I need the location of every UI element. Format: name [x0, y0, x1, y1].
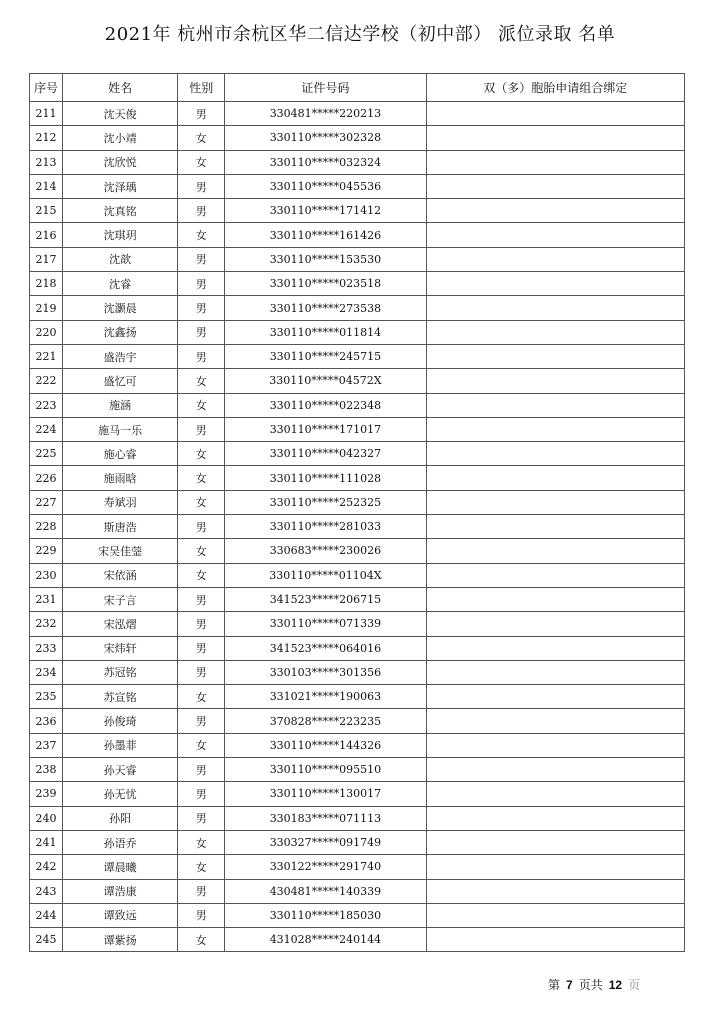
- cell-id-number: 330110*****022348: [225, 393, 426, 417]
- cell-id-number: 330110*****011814: [225, 320, 426, 344]
- cell-id-number: 330110*****302328: [225, 126, 426, 150]
- table-row: [30, 733, 685, 757]
- cell-id-number: 330110*****045536: [225, 174, 426, 198]
- cell-id-number: 330110*****144326: [225, 733, 426, 757]
- cell-twin-binding: [426, 806, 684, 830]
- cell-twin-binding: [426, 272, 684, 296]
- table-row: [30, 563, 685, 587]
- cell-name: 沈琪玥: [63, 223, 178, 247]
- cell-name: 宋泓熠: [63, 612, 178, 636]
- cell-name: 沈欣悦: [63, 150, 178, 174]
- table-row: [30, 515, 685, 539]
- cell-seq: 216: [30, 223, 63, 247]
- cell-id-number: 330110*****153530: [225, 247, 426, 271]
- cell-seq: 229: [30, 539, 63, 563]
- cell-id-number: 430481*****140339: [225, 879, 426, 903]
- cell-twin-binding: [426, 393, 684, 417]
- table-row: [30, 685, 685, 709]
- cell-seq: 219: [30, 296, 63, 320]
- cell-gender: 男: [178, 344, 225, 368]
- cell-name: 宋炜轩: [63, 636, 178, 660]
- cell-name: 斯唐浩: [63, 515, 178, 539]
- cell-gender: 女: [178, 490, 225, 514]
- cell-seq: 227: [30, 490, 63, 514]
- cell-seq: 226: [30, 466, 63, 490]
- table-body: [30, 102, 685, 952]
- cell-id-number: 330110*****245715: [225, 344, 426, 368]
- cell-id-number: 341523*****064016: [225, 636, 426, 660]
- cell-seq: 220: [30, 320, 63, 344]
- cell-name: 施心睿: [63, 442, 178, 466]
- cell-name: 孙天睿: [63, 758, 178, 782]
- table-row: [30, 612, 685, 636]
- cell-name: 宋吴佳蓥: [63, 539, 178, 563]
- cell-twin-binding: [426, 733, 684, 757]
- cell-gender: 女: [178, 539, 225, 563]
- cell-gender: 男: [178, 903, 225, 927]
- cell-twin-binding: [426, 855, 684, 879]
- cell-id-number: 330110*****04572X: [225, 369, 426, 393]
- table-row: [30, 247, 685, 271]
- cell-name: 宋子言: [63, 587, 178, 611]
- cell-gender: 男: [178, 272, 225, 296]
- cell-seq: 236: [30, 709, 63, 733]
- cell-id-number: 330110*****032324: [225, 150, 426, 174]
- cell-twin-binding: [426, 830, 684, 854]
- cell-seq: 223: [30, 393, 63, 417]
- cell-name: 谭致远: [63, 903, 178, 927]
- cell-gender: 女: [178, 223, 225, 247]
- cell-twin-binding: [426, 150, 684, 174]
- cell-seq: 217: [30, 247, 63, 271]
- cell-seq: 231: [30, 587, 63, 611]
- page-footer: [548, 976, 640, 993]
- cell-twin-binding: [426, 417, 684, 441]
- cell-twin-binding: [426, 587, 684, 611]
- table-row: [30, 393, 685, 417]
- cell-seq: 235: [30, 685, 63, 709]
- cell-name: 寿斌羽: [63, 490, 178, 514]
- cell-id-number: 330110*****171017: [225, 417, 426, 441]
- cell-gender: 男: [178, 879, 225, 903]
- cell-id-number: 331021*****190063: [225, 685, 426, 709]
- cell-gender: 男: [178, 636, 225, 660]
- cell-seq: 221: [30, 344, 63, 368]
- cell-gender: 女: [178, 830, 225, 854]
- current-page-number: 7: [566, 978, 573, 992]
- cell-name: 沈鑫扬: [63, 320, 178, 344]
- table-row: [30, 660, 685, 684]
- table-row: [30, 539, 685, 563]
- cell-seq: 224: [30, 417, 63, 441]
- header-twin-binding: 双（多）胞胎申请组合绑定: [426, 74, 684, 102]
- cell-seq: 233: [30, 636, 63, 660]
- cell-seq: 244: [30, 903, 63, 927]
- cell-name: 沈歆: [63, 247, 178, 271]
- cell-name: 孙墨菲: [63, 733, 178, 757]
- total-pages-number: 12: [608, 978, 623, 992]
- cell-gender: 男: [178, 806, 225, 830]
- cell-name: 苏冠铭: [63, 660, 178, 684]
- cell-twin-binding: [426, 442, 684, 466]
- cell-id-number: 330103*****301356: [225, 660, 426, 684]
- cell-twin-binding: [426, 344, 684, 368]
- cell-seq: 222: [30, 369, 63, 393]
- cell-seq: 240: [30, 806, 63, 830]
- cell-gender: 男: [178, 782, 225, 806]
- cell-seq: 218: [30, 272, 63, 296]
- cell-name: 苏宣铭: [63, 685, 178, 709]
- cell-id-number: 341523*****206715: [225, 587, 426, 611]
- cell-seq: 211: [30, 102, 63, 126]
- cell-id-number: 330110*****023518: [225, 272, 426, 296]
- cell-id-number: 330183*****071113: [225, 806, 426, 830]
- cell-twin-binding: [426, 102, 684, 126]
- cell-twin-binding: [426, 660, 684, 684]
- cell-seq: 241: [30, 830, 63, 854]
- cell-twin-binding: [426, 928, 684, 952]
- cell-gender: 女: [178, 442, 225, 466]
- table-row: [30, 223, 685, 247]
- cell-id-number: 330481*****220213: [225, 102, 426, 126]
- cell-twin-binding: [426, 126, 684, 150]
- table-row: [30, 490, 685, 514]
- cell-name: 沈睿: [63, 272, 178, 296]
- cell-gender: 女: [178, 563, 225, 587]
- cell-id-number: 330110*****130017: [225, 782, 426, 806]
- cell-twin-binding: [426, 758, 684, 782]
- cell-name: 孙阳: [63, 806, 178, 830]
- cell-id-number: 330122*****291740: [225, 855, 426, 879]
- table-row: [30, 806, 685, 830]
- cell-seq: 225: [30, 442, 63, 466]
- cell-twin-binding: [426, 539, 684, 563]
- table-row: [30, 344, 685, 368]
- cell-gender: 女: [178, 393, 225, 417]
- cell-gender: 男: [178, 320, 225, 344]
- cell-twin-binding: [426, 296, 684, 320]
- cell-id-number: 330110*****042327: [225, 442, 426, 466]
- cell-name: 沈泽瑀: [63, 174, 178, 198]
- cell-seq: 238: [30, 758, 63, 782]
- table-row: [30, 903, 685, 927]
- cell-seq: 228: [30, 515, 63, 539]
- cell-gender: 男: [178, 515, 225, 539]
- cell-gender: 男: [178, 709, 225, 733]
- table-row: [30, 782, 685, 806]
- cell-id-number: 431028*****240144: [225, 928, 426, 952]
- cell-name: 谭晨曦: [63, 855, 178, 879]
- cell-seq: 239: [30, 782, 63, 806]
- cell-name: 谭紫扬: [63, 928, 178, 952]
- table-row: [30, 879, 685, 903]
- cell-twin-binding: [426, 174, 684, 198]
- header-name: 姓名: [63, 74, 178, 102]
- table-row: [30, 636, 685, 660]
- cell-twin-binding: [426, 709, 684, 733]
- cell-id-number: 330110*****252325: [225, 490, 426, 514]
- table-row: [30, 320, 685, 344]
- cell-twin-binding: [426, 563, 684, 587]
- admission-table: [29, 73, 685, 952]
- cell-twin-binding: [426, 466, 684, 490]
- cell-seq: 214: [30, 174, 63, 198]
- cell-twin-binding: [426, 515, 684, 539]
- cell-twin-binding: [426, 369, 684, 393]
- cell-gender: 女: [178, 466, 225, 490]
- cell-seq: 230: [30, 563, 63, 587]
- cell-id-number: 330110*****111028: [225, 466, 426, 490]
- cell-name: 沈天俊: [63, 102, 178, 126]
- cell-gender: 男: [178, 174, 225, 198]
- cell-name: 沈小靖: [63, 126, 178, 150]
- table-row: [30, 296, 685, 320]
- header-seq: 序号: [30, 74, 63, 102]
- cell-gender: 女: [178, 685, 225, 709]
- cell-name: 施雨晗: [63, 466, 178, 490]
- table-row: [30, 442, 685, 466]
- cell-twin-binding: [426, 903, 684, 927]
- cell-gender: 男: [178, 102, 225, 126]
- table-row: [30, 102, 685, 126]
- cell-gender: 女: [178, 126, 225, 150]
- cell-name: 盛忆可: [63, 369, 178, 393]
- cell-gender: 女: [178, 733, 225, 757]
- table-row: [30, 587, 685, 611]
- page-title: 2021年 杭州市余杭区华二信达学校（初中部） 派位录取 名单: [104, 24, 616, 45]
- table-row: [30, 830, 685, 854]
- cell-name: 孙俊琦: [63, 709, 178, 733]
- cell-id-number: 330110*****273538: [225, 296, 426, 320]
- cell-name: 盛浩宇: [63, 344, 178, 368]
- cell-gender: 男: [178, 247, 225, 271]
- cell-gender: 男: [178, 612, 225, 636]
- table-row: [30, 272, 685, 296]
- table-row: [30, 928, 685, 952]
- cell-twin-binding: [426, 636, 684, 660]
- cell-name: 孙语乔: [63, 830, 178, 854]
- cell-id-number: 330683*****230026: [225, 539, 426, 563]
- cell-id-number: 330110*****071339: [225, 612, 426, 636]
- cell-twin-binding: [426, 490, 684, 514]
- cell-id-number: 330110*****171412: [225, 199, 426, 223]
- table-row: [30, 126, 685, 150]
- cell-name: 沈灏晨: [63, 296, 178, 320]
- table-row: [30, 369, 685, 393]
- table-row: [30, 466, 685, 490]
- cell-gender: 女: [178, 928, 225, 952]
- cell-id-number: 330110*****281033: [225, 515, 426, 539]
- header-id-number: 证件号码: [225, 74, 426, 102]
- cell-gender: 女: [178, 369, 225, 393]
- table-row: [30, 417, 685, 441]
- cell-gender: 男: [178, 417, 225, 441]
- cell-id-number: 330110*****185030: [225, 903, 426, 927]
- cell-id-number: 330110*****01104X: [225, 563, 426, 587]
- cell-gender: 男: [178, 199, 225, 223]
- table-header-row: [30, 74, 685, 102]
- table-row: [30, 199, 685, 223]
- cell-twin-binding: [426, 223, 684, 247]
- cell-twin-binding: [426, 685, 684, 709]
- cell-gender: 男: [178, 587, 225, 611]
- cell-seq: 242: [30, 855, 63, 879]
- table-row: [30, 855, 685, 879]
- cell-twin-binding: [426, 879, 684, 903]
- footer-prefix: 第: [548, 978, 561, 992]
- header-gender: 性别: [178, 74, 225, 102]
- cell-seq: 243: [30, 879, 63, 903]
- cell-twin-binding: [426, 782, 684, 806]
- cell-twin-binding: [426, 247, 684, 271]
- cell-seq: 213: [30, 150, 63, 174]
- cell-gender: 女: [178, 150, 225, 174]
- cell-seq: 232: [30, 612, 63, 636]
- table-row: [30, 758, 685, 782]
- cell-gender: 女: [178, 855, 225, 879]
- cell-name: 谭浩康: [63, 879, 178, 903]
- cell-twin-binding: [426, 199, 684, 223]
- cell-gender: 男: [178, 660, 225, 684]
- cell-seq: 245: [30, 928, 63, 952]
- cell-seq: 212: [30, 126, 63, 150]
- cell-twin-binding: [426, 320, 684, 344]
- cell-id-number: 330110*****095510: [225, 758, 426, 782]
- cell-name: 孙无忧: [63, 782, 178, 806]
- cell-seq: 234: [30, 660, 63, 684]
- cell-name: 沈真铭: [63, 199, 178, 223]
- cell-name: 宋依涵: [63, 563, 178, 587]
- cell-id-number: 370828*****223235: [225, 709, 426, 733]
- footer-suffix: 页: [628, 978, 641, 992]
- cell-name: 施马一乐: [63, 417, 178, 441]
- table-row: [30, 709, 685, 733]
- cell-gender: 男: [178, 296, 225, 320]
- cell-seq: 237: [30, 733, 63, 757]
- cell-id-number: 330327*****091749: [225, 830, 426, 854]
- cell-twin-binding: [426, 612, 684, 636]
- cell-gender: 男: [178, 758, 225, 782]
- cell-name: 施涵: [63, 393, 178, 417]
- cell-seq: 215: [30, 199, 63, 223]
- cell-id-number: 330110*****161426: [225, 223, 426, 247]
- table-row: [30, 150, 685, 174]
- table-row: [30, 174, 685, 198]
- footer-middle: 页共: [578, 978, 603, 992]
